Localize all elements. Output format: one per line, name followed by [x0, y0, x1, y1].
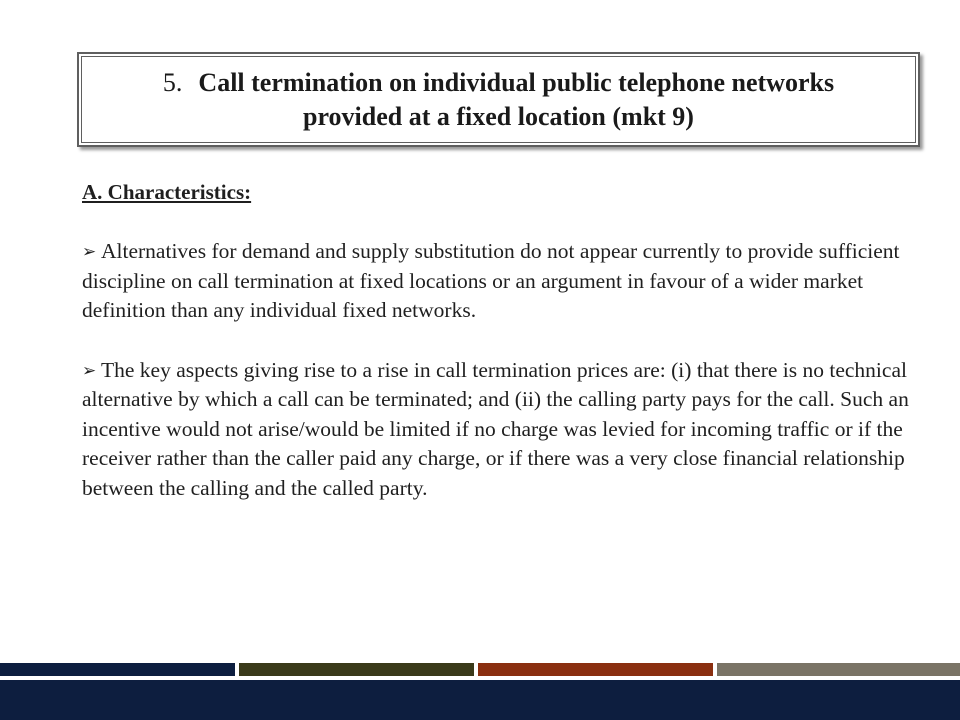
title-frame: [81, 56, 916, 143]
title-box: [77, 52, 920, 147]
strip-segment-olive: [239, 663, 474, 676]
arrowhead-bullet-icon: ➢: [82, 360, 97, 380]
title-line-1: [163, 66, 834, 100]
bullet-paragraph-1: [82, 237, 922, 326]
strip-segment-rust: [478, 663, 713, 676]
arrowhead-bullet-icon: ➢: [82, 242, 97, 262]
bullet-text-1: Alternatives for demand and supply substitution do not appear currently to provide sufficient discipline on call termination at fixed locations or an argument in favour of a wider market definition than any individual fixed networks.: [82, 239, 900, 323]
footer-band: [0, 680, 960, 720]
strip-segment-navy: [0, 663, 235, 676]
title-text-line-2: provided at a fixed location (mkt 9): [303, 101, 694, 131]
content-body: [82, 178, 922, 504]
section-heading: A. Characteristics:: [82, 180, 252, 204]
title-text-line-1: Call termination on individual public telephone networks: [198, 67, 835, 97]
footer-color-strip: [0, 663, 960, 676]
title-number: 5.: [162, 67, 183, 97]
bullet-text-2: The key aspects giving rise to a rise in call termination prices are: (i) that there is no technical alternative by which a call can be terminated; and (ii) the calling party pays for the call. Such an incentive would not arise/would be limited if no charge was levied for incoming traffic or if the receiver rather than the caller paid any charge, or if there was a very close financial relationship between the calling and the called party.: [82, 357, 909, 500]
strip-segment-taupe: [717, 663, 960, 676]
spacer: [82, 208, 922, 238]
bullet-paragraph-2: [82, 356, 922, 504]
spacer: [82, 326, 922, 356]
